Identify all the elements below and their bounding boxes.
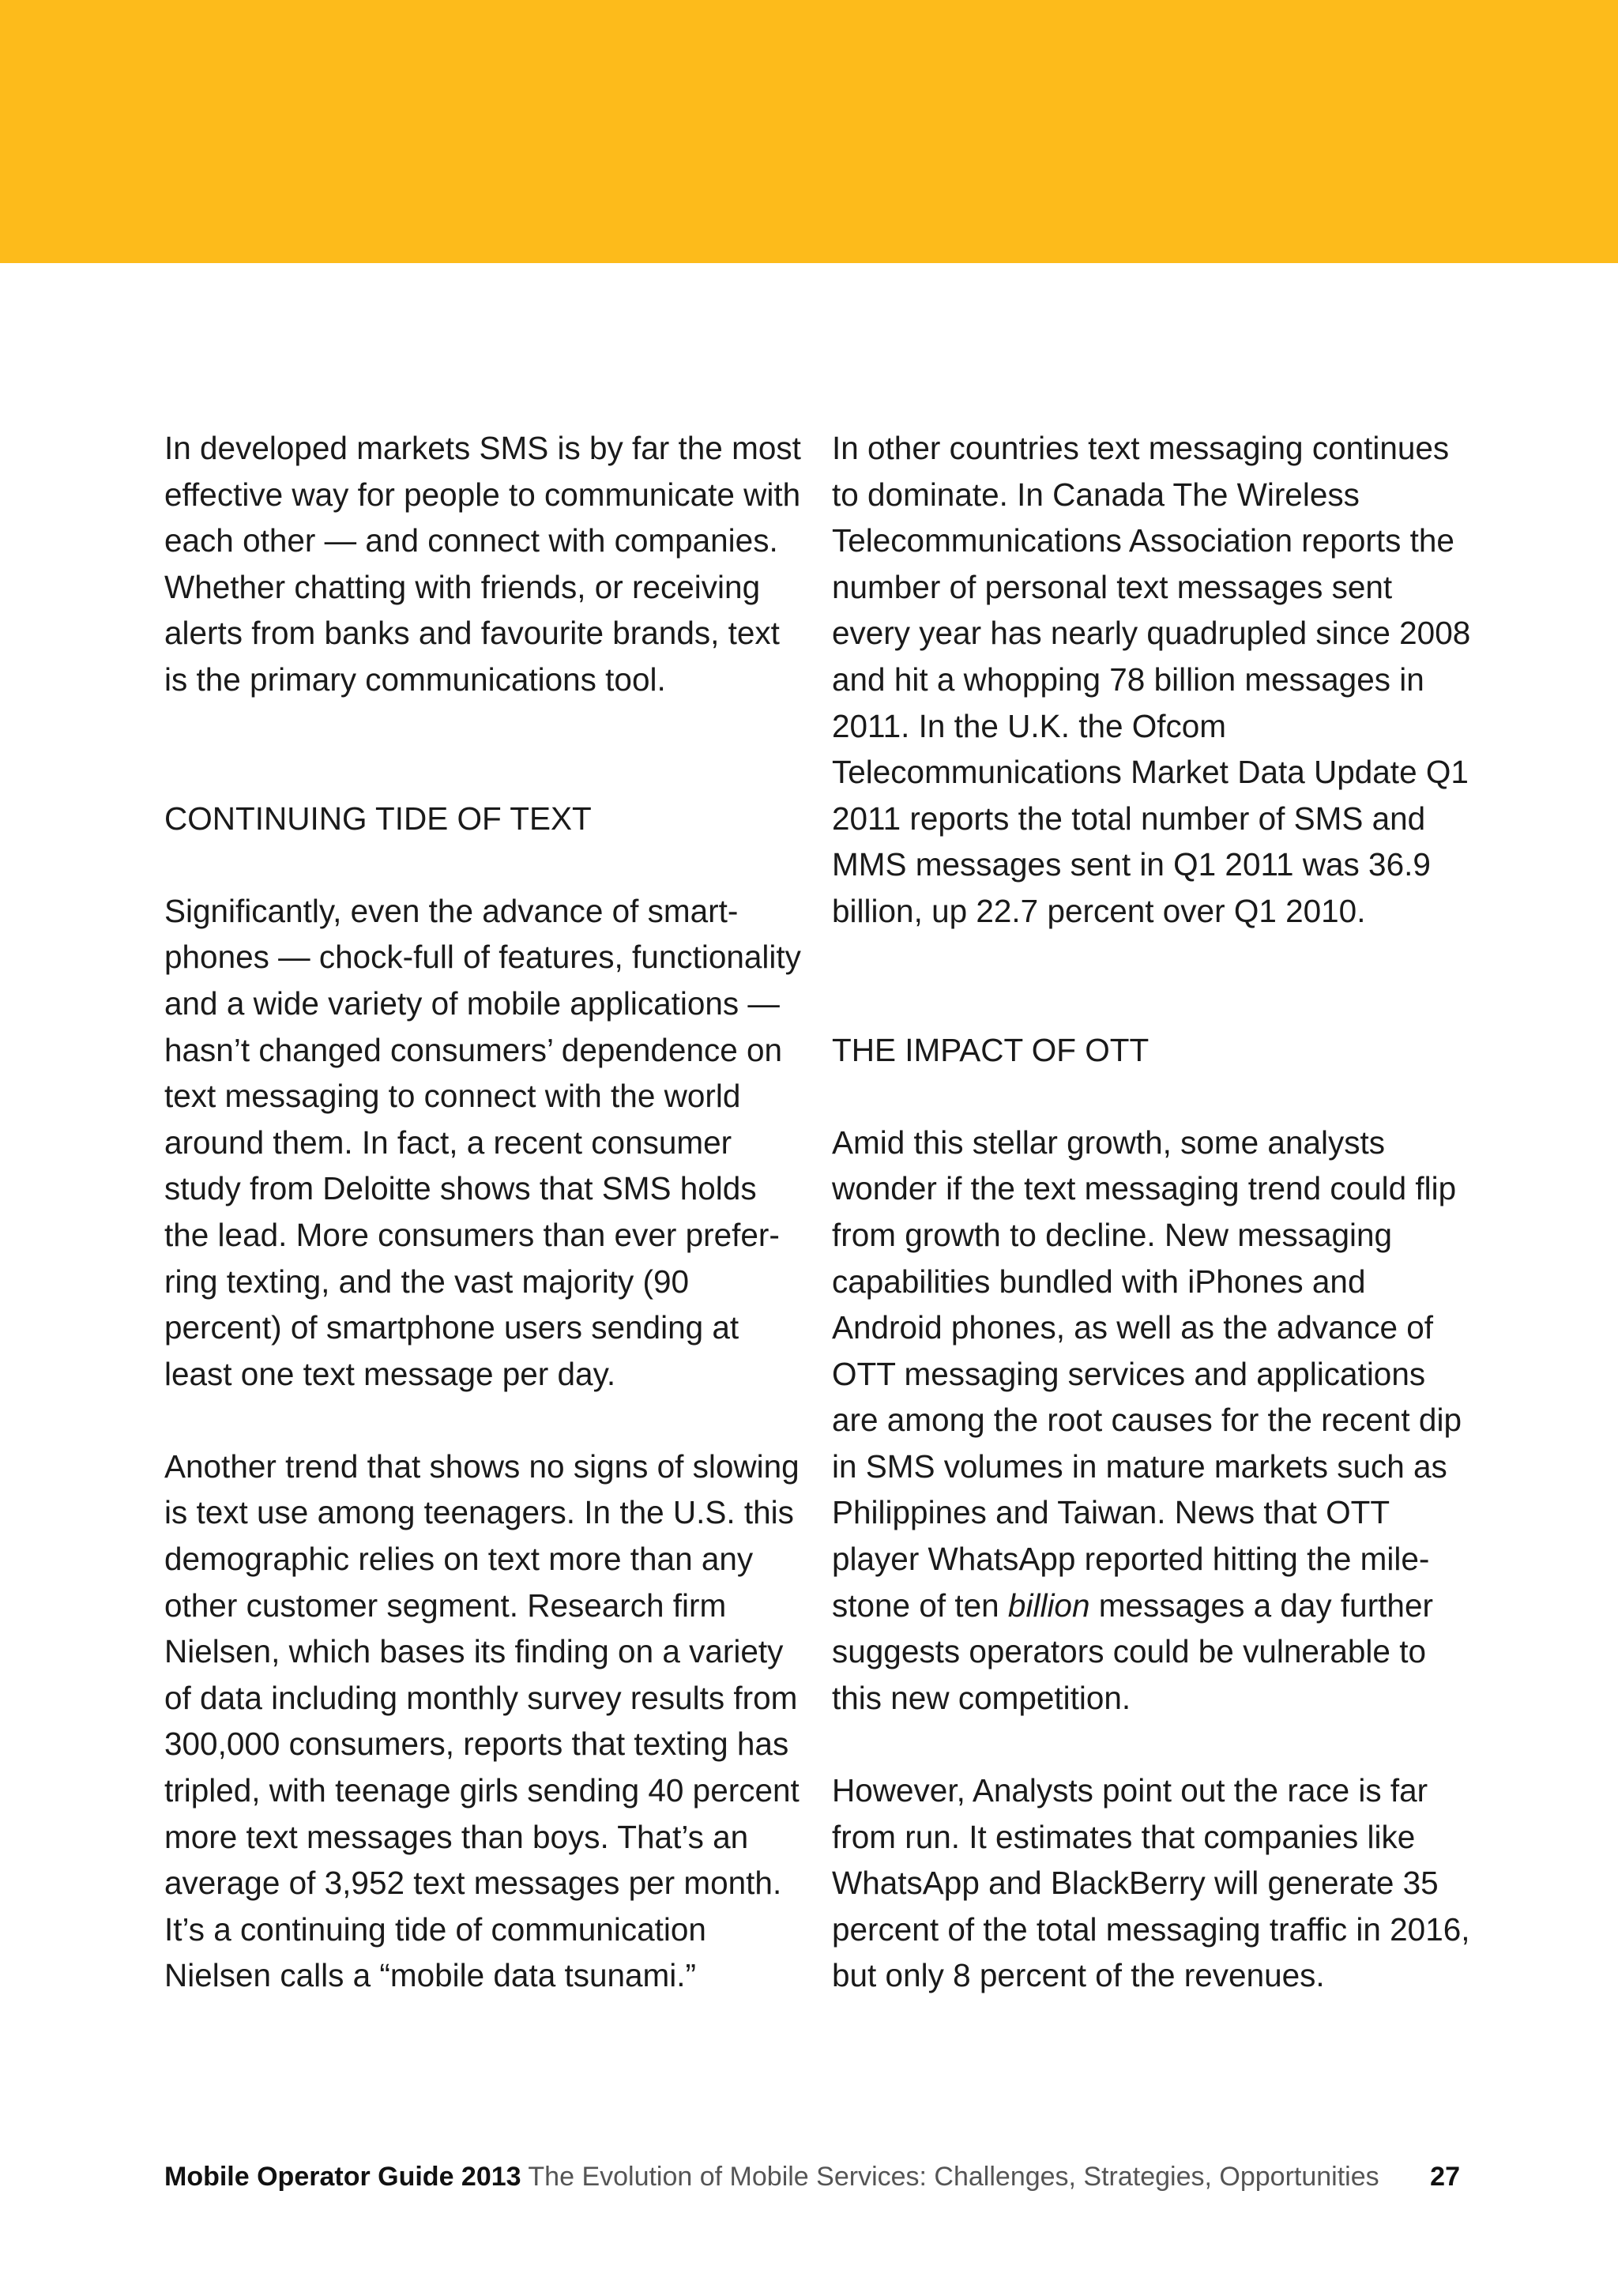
intro-paragraph-other-countries: In other countries text messaging continues to dominate. In Canada The Wireless Telecommunications Association reports the number of personal text messages sent every year has nearly quadrupled since 2008 and hit a whopping 78 billion messages in 2011. In the U.K. the Ofcom Telecommunications Market Data Update Q1 2011 reports the total number of SMS and MMS messages sent in Q1 2011 was 36.9 billion, up 22.7 percent over Q1 2010. bbox=[832, 430, 1471, 929]
intro-paragraph: In developed markets SMS is by far the most effective way for people to communicate with each other — and connect with companies. Whether chatting with friends, or receiving alerts from banks and favourite brands, text is the primary communications tool. bbox=[164, 430, 801, 698]
header-banner bbox=[0, 0, 1618, 263]
emphasis-billion: billion bbox=[1007, 1586, 1090, 1624]
body-paragraph-teenagers: Another trend that shows no signs of slowing is text use among teenagers. In the U.S. this demographic relies on text more than any other customer segment. Research firm Nielsen, which bases its finding on a variety of data including monthly survey results from 300,000 consumers, reports that texting has tripled, with teenage girls sending 40 percent more text messages than boys. That’s an average of 3,952 text messages per month. It’s a continuing tide of communication Nielsen calls a “mobile data tsunami.” bbox=[164, 1447, 800, 1994]
page-footer bbox=[164, 2157, 1460, 2196]
body-paragraph-smartphones: Significantly, even the advance of smartphones — chock-full of features, functionality and a wide variety of mobile applications — hasn’t changed consumers’ dependence on text messaging to connect with the world around them. In fact, a recent consumer study from Deloitte shows that SMS holds the lead. More consumers than ever preferring texting, and the vast majority (90 percent) of smartphone users sending at least one text message per day. bbox=[164, 892, 801, 1392]
right-column bbox=[832, 425, 1472, 1999]
section-heading-impact-of-ott: THE IMPACT OF OTT bbox=[832, 1031, 1150, 1068]
left-column bbox=[164, 425, 804, 1999]
footer-brand: Mobile Operator Guide 2013 bbox=[164, 2162, 521, 2192]
page-number: 27 bbox=[1430, 2162, 1460, 2192]
body-paragraph-ott-growth: Amid this stellar growth, some analysts wonder if the text messaging trend could flip from growth to decline. New messaging capabilities bundled with iPhones and Android phones, as well as the advance of OTT messaging services and applications are among the root causes for the recent dip in SMS volumes in mature markets such as Philippines and Taiwan. News that OTT player WhatsApp reported hitting the milestone of ten billion messages a day further suggests operators could be vulnerable to this new competition. bbox=[832, 1124, 1462, 1716]
footer-subtitle: The Evolution of Mobile Services: Challenges, Strategies, Opportunities bbox=[528, 2162, 1379, 2192]
section-heading-continuing-tide: CONTINUING TIDE OF TEXT bbox=[164, 800, 592, 837]
body-paragraph-analysts: However, Analysts point out the race is far from run. It estimates that companies like WhatsApp and BlackBerry will generate 35 percent of the total messaging traffic in 2016, but only 8 percent of the revenues. bbox=[832, 1772, 1470, 1994]
